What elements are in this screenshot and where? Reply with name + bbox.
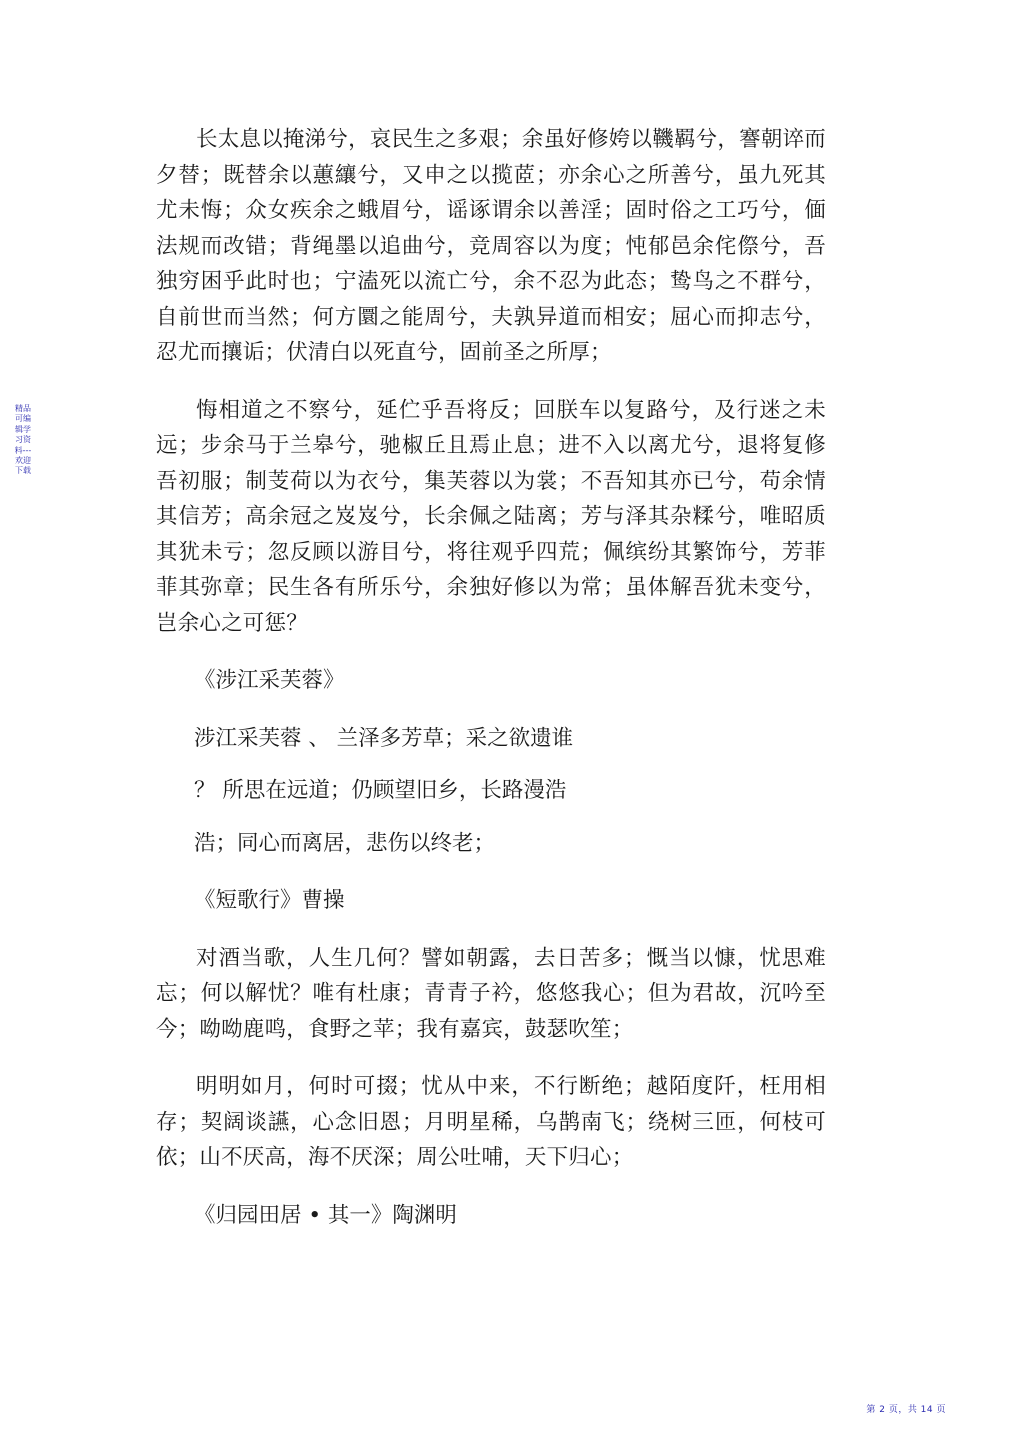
poem-line-2: ？ 所思在远道；仍顾望旧乡，长路漫浩 [194, 778, 567, 803]
lisao-paragraph-2: 悔相道之不察兮，延伫乎吾将反；回朕车以复路兮，及行迷之未远；步余马于兰皋兮，驰椒丘且焉止息；进不入以离尤兮，退将复修吾初服；制芰荷以为衣兮，集芙蓉以为裳；不吾知其亦已兮，苟余情其信芳；高余冠之岌岌兮，长余佩之陆离；芳与泽其杂糅兮，唯昭质其犹未亏；忽反顾以游目兮，将往观乎四荒；佩缤纷其繁饰兮，芳菲菲其弥章；民生各有所乐兮，余独好修以为常；虽体解吾犹未变兮，岂余心之可惩？ [156, 397, 826, 636]
duangexing-paragraph-2: 明明如月，何时可掇；忧从中来，不行断绝；越陌度阡，枉用相存；契阔谈讌，心念旧恩；月明星稀，乌鹊南飞；绕树三匝，何枝可依；山不厌高，海不厌深；周公吐哺，天下归心； [156, 1074, 826, 1170]
duangexing-paragraph-1: 对酒当歌，人生几何？譬如朝露，去日苦多；慨当以慷，忧思难忘；何以解忧？唯有杜康；青青子衿，悠悠我心；但为君故，沉吟至今；呦呦鹿鸣，食野之苹；我有嘉宾，鼓瑟吹笙； [156, 945, 826, 1042]
lisao-paragraph-1: 长太息以掩涕兮，哀民生之多艰；余虽好修姱以鞿羁兮，謇朝谇而夕替；既替余以蕙纕兮，又申之以揽茝；亦余心之所善兮，虽九死其尤未悔；众女疾余之蛾眉兮，谣诼谓余以善淫；固时俗之工巧兮，偭法规而改错；背绳墨以追曲兮，竞周容以为度；忳郁邑余侘傺兮，吾独穷困乎此时也；宁溘死以流亡兮，余不忍为此态；鸷鸟之不群兮，自前世而当然；何方圜之能周兮，夫孰异道而相安；屈心而抑志兮，忍尤而攘诟；伏清白以死直兮，固前圣之所厚； [156, 127, 826, 365]
page-number-footer: 第 2 页，共 14 页 [866, 1405, 946, 1415]
poem-title-shejiang: 《涉江采芙蓉》 [194, 668, 345, 693]
poem-title-guiyuantianju: 《归园田居 • 其一》陶渊明 [194, 1202, 457, 1228]
document-body [156, 122, 826, 1255]
poem-line-3: 浩；同心而离居，悲伤以终老； [194, 830, 496, 856]
side-watermark-note: 精品可编辑学习资料---欢迎下载 [14, 404, 32, 476]
poem-line-1: 涉江采芙蓉 、 兰泽多芳草；采之欲遗谁 [194, 725, 574, 751]
poem-title-duangexing: 《短歌行》曹操 [194, 888, 345, 913]
